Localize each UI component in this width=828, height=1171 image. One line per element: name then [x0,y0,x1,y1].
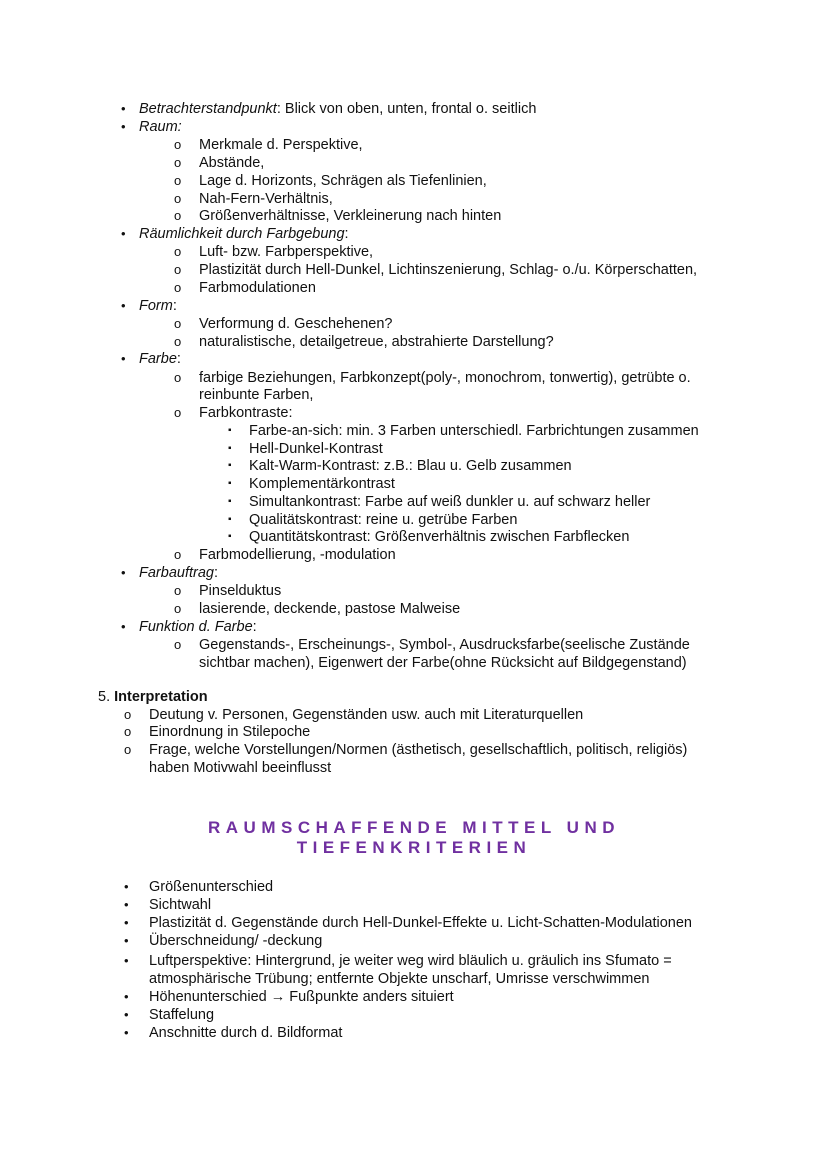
sub-item: Lage d. Horizonts, Schrägen als Tiefenlinien, [199,173,487,189]
sub-item: Farbmodellierung, -modulation [199,547,396,563]
sub-item: Pinselduktus [199,583,282,599]
item-text: Höhenunterschied [149,989,267,1005]
bullet-circle: o [174,173,182,188]
list-item: Deutung v. Personen, Gegenständen usw. auch mit Literaturquellen [149,707,584,723]
bullet-square: ▪ [228,460,232,471]
item-text: Fußpunkte anders situiert [289,989,454,1005]
item-colon: : [344,226,349,242]
bullet-dot: • [121,119,126,134]
sub-item-continuation: sichtbar machen), Eigenwert der Farbe(ohne Rücksicht auf Bildgegenstand) [199,655,687,671]
bullet-dot: • [124,1007,129,1022]
bullet-circle: o [174,208,182,223]
bullet-square: ▪ [228,478,232,489]
sub-item: Größenverhältnisse, Verkleinerung nach hinten [199,208,502,224]
bullet-circle: o [174,601,182,616]
list-item: Plastizität d. Gegenstände durch Hell-Dunkel-Effekte u. Licht-Schatten-Modulationen [149,915,692,931]
bullet-square: ▪ [228,496,232,507]
bullet-circle: o [174,262,182,277]
section-title: Interpretation [114,689,208,705]
bullet-circle: o [174,583,182,598]
list-item [149,988,454,1006]
bullet-circle: o [124,707,132,722]
bullet-square: ▪ [228,514,232,525]
bullet-dot: • [124,989,129,1004]
sub-item: Farbmodulationen [199,280,316,296]
list-item [139,118,182,136]
bullet-dot: • [121,565,126,580]
bullet-circle: o [174,155,182,170]
bullet-dot: • [124,879,129,894]
list-item: Luftperspektive: Hintergrund, je weiter weg wird bläulich u. gräulich ins Sfumato = [149,953,672,969]
sub-sub-item: Kalt-Warm-Kontrast: z.B.: Blau u. Gelb zusammen [249,458,572,474]
item-label: Farbauftrag [139,565,214,581]
bullet-square: ▪ [228,425,232,436]
bullet-circle: o [174,316,182,331]
bullet-circle: o [174,637,182,652]
sub-item: naturalistische, detailgetreue, abstrahierte Darstellung? [199,334,554,350]
list-item [139,618,257,636]
list-item-continuation: atmosphärische Trübung; entfernte Objekte unscharf, Umrisse verschwimmen [149,971,650,987]
list-item: Größenunterschied [149,879,274,895]
sub-sub-item: Qualitätskontrast: reine u. getrübe Farben [249,512,518,528]
sub-sub-item: Komplementärkontrast [249,476,395,492]
section-heading [98,688,208,706]
bullet-dot: • [124,953,129,968]
bullet-circle: o [174,334,182,349]
bullet-dot: • [124,933,129,948]
list-item-continuation: haben Motivwahl beeinflusst [149,760,332,776]
sub-item: Abstände, [199,155,265,171]
item-colon: : [252,619,257,635]
bullet-dot: • [124,897,129,912]
sub-item-continuation: reinbunte Farben, [199,387,314,403]
bullet-circle: o [124,742,132,757]
item-colon: : [172,298,177,314]
item-text: : Blick von oben, unten, frontal o. seitlich [276,101,537,117]
bullet-circle: o [174,547,182,562]
page-heading-line1: RAUMSCHAFFENDE MITTEL UND [207,818,620,837]
sub-sub-item: Quantitätskontrast: Größenverhältnis zwischen Farbflecken [249,529,630,545]
bullet-circle: o [174,280,182,295]
section-number: 5. [98,689,111,705]
sub-item: Merkmale d. Perspektive, [199,137,363,153]
bullet-circle: o [174,137,182,152]
bullet-dot: • [124,915,129,930]
bullet-circle: o [174,191,182,206]
sub-item: lasierende, deckende, pastose Malweise [199,601,461,617]
item-colon: : [213,565,218,581]
sub-item: Gegenstands-, Erscheinungs-, Symbol-, Ausdrucksfarbe(seelische Zustände [199,637,690,653]
bullet-circle: o [174,244,182,259]
bullet-circle: o [174,370,182,385]
list-item: Überschneidung/ -deckung [149,933,323,949]
sub-item: Plastizität durch Hell-Dunkel, Lichtinszenierung, Schlag- o./u. Körperschatten, [199,262,698,278]
bullet-circle: o [174,405,182,420]
list-item [139,225,349,243]
list-item [139,350,181,368]
sub-item: farbige Beziehungen, Farbkonzept(poly-, monochrom, tonwertig), getrübte o. [199,370,691,386]
item-label: Form [139,298,173,314]
item-label: Betrachterstandpunkt [139,101,277,117]
bullet-square: ▪ [228,531,232,542]
item-colon: : [176,351,181,367]
sub-item: Luft- bzw. Farbperspektive, [199,244,374,260]
list-item [139,564,218,582]
bullet-dot: • [121,226,126,241]
bullet-dot: • [121,351,126,366]
sub-sub-item: Farbe-an-sich: min. 3 Farben unterschiedl. Farbrichtungen zusammen [249,423,699,439]
sub-sub-item: Hell-Dunkel-Kontrast [249,441,383,457]
bullet-dot: • [121,619,126,634]
item-label: Raum: [139,119,182,135]
page-heading-line2: TIEFENKRITERIEN [296,838,532,857]
sub-item: Verformung d. Geschehenen? [199,316,393,332]
bullet-circle: o [124,724,132,739]
item-label: Räumlichkeit durch Farbgebung [139,226,345,242]
list-item: Frage, welche Vorstellungen/Normen (ästhetisch, gesellschaftlich, politisch, religiös) [149,742,688,758]
list-item: Sichtwahl [149,897,212,913]
bullet-square: ▪ [228,443,232,454]
sub-sub-item: Simultankontrast: Farbe auf weiß dunkler u. auf schwarz heller [249,494,651,510]
sub-item: Farbkontraste: [199,405,293,421]
list-item [139,297,177,315]
arrow-right-icon: → [270,989,286,1005]
sub-item: Nah-Fern-Verhältnis, [199,191,333,207]
list-item: Anschnitte durch d. Bildformat [149,1025,343,1041]
item-label: Farbe [139,351,177,367]
item-label: Funktion d. Farbe [139,619,253,635]
bullet-dot: • [121,298,126,313]
list-item [139,100,536,118]
bullet-dot: • [124,1025,129,1040]
bullet-dot: • [121,101,126,116]
list-item: Staffelung [149,1007,215,1023]
list-item: Einordnung in Stilepoche [149,724,311,740]
